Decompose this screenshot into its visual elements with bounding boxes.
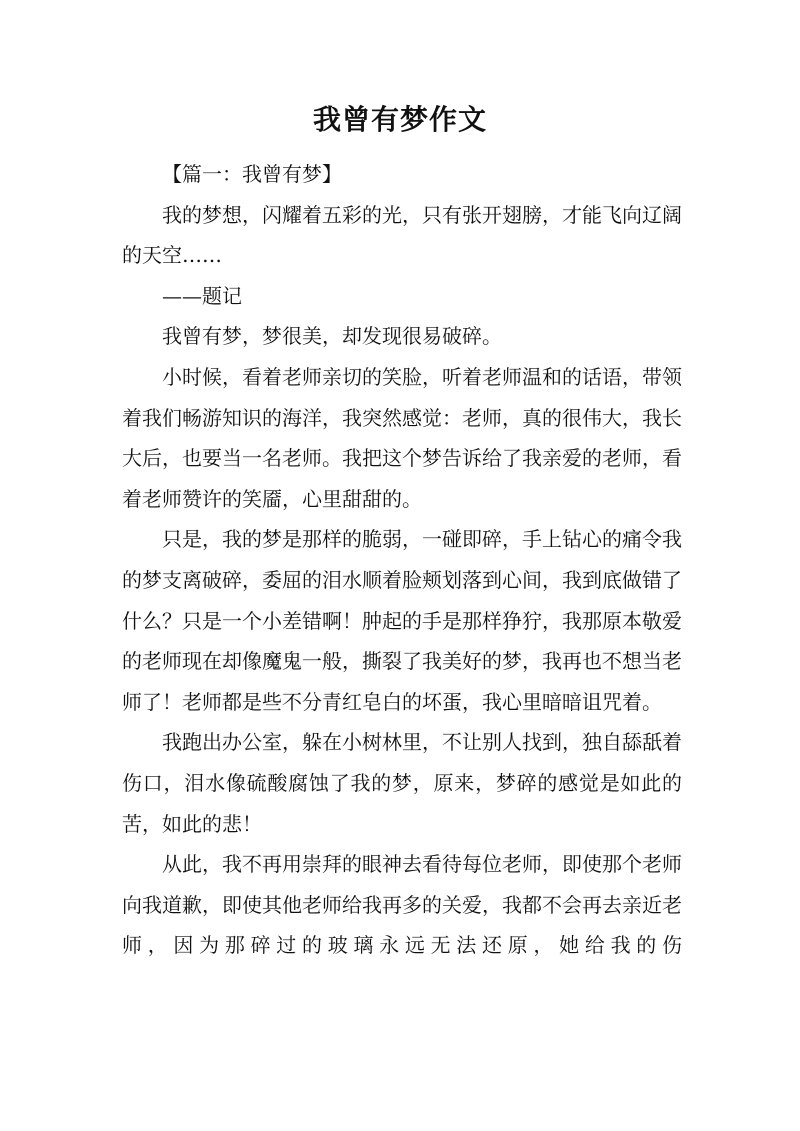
body-paragraph: 小时候，看着老师亲切的笑脸，听着老师温和的话语，带领着我们畅游知识的海洋，我突然感觉：老师，真的很伟大，我长大后，也要当一名老师。我把这个梦告诉给了我亲爱的老师，看着老师赞许的笑靥，心里甜甜的。 (122, 364, 682, 511)
epigraph-paragraph: 我的梦想，闪耀着五彩的光，只有张开翅膀，才能飞向辽阔的天空…… (122, 202, 682, 268)
body-paragraph: 我跑出办公室，躲在小树林里，不让别人找到，独自舔舐着伤口，泪水像硫酸腐蚀了我的梦，原来，梦碎的感觉是如此的苦，如此的悲！ (122, 730, 682, 836)
essay-body (122, 154, 682, 966)
body-paragraph: 我曾有梦，梦很美，却发现很易破碎。 (162, 324, 502, 349)
page-title: 我曾有梦作文 (312, 103, 487, 136)
section-heading: 【篇一：我曾有梦】 (162, 162, 342, 186)
body-paragraph: 只是，我的梦是那样的脆弱，一碰即碎，手上钻心的痛令我的梦支离破碎，委屈的泪水顺着脸颊划落到心间，我到底做错了什么？只是一个小差错啊！肿起的手是那样狰狞，我那原本敬爱的老师现在却像魔鬼一般，撕裂了我美好的梦，我再也不想当老师了！老师都是些不分青红皂白的坏蛋，我心里暗暗诅咒着。 (122, 527, 682, 714)
epigraph-attribution: ——题记 (162, 283, 242, 308)
body-paragraph: 从此，我不再用崇拜的眼神去看待每位老师，即使那个老师向我道歉，即使其他老师给我再多的关爱，我都不会再去亲近老师，因为那碎过的玻璃永远无法还原，她给我的伤 (122, 852, 682, 958)
